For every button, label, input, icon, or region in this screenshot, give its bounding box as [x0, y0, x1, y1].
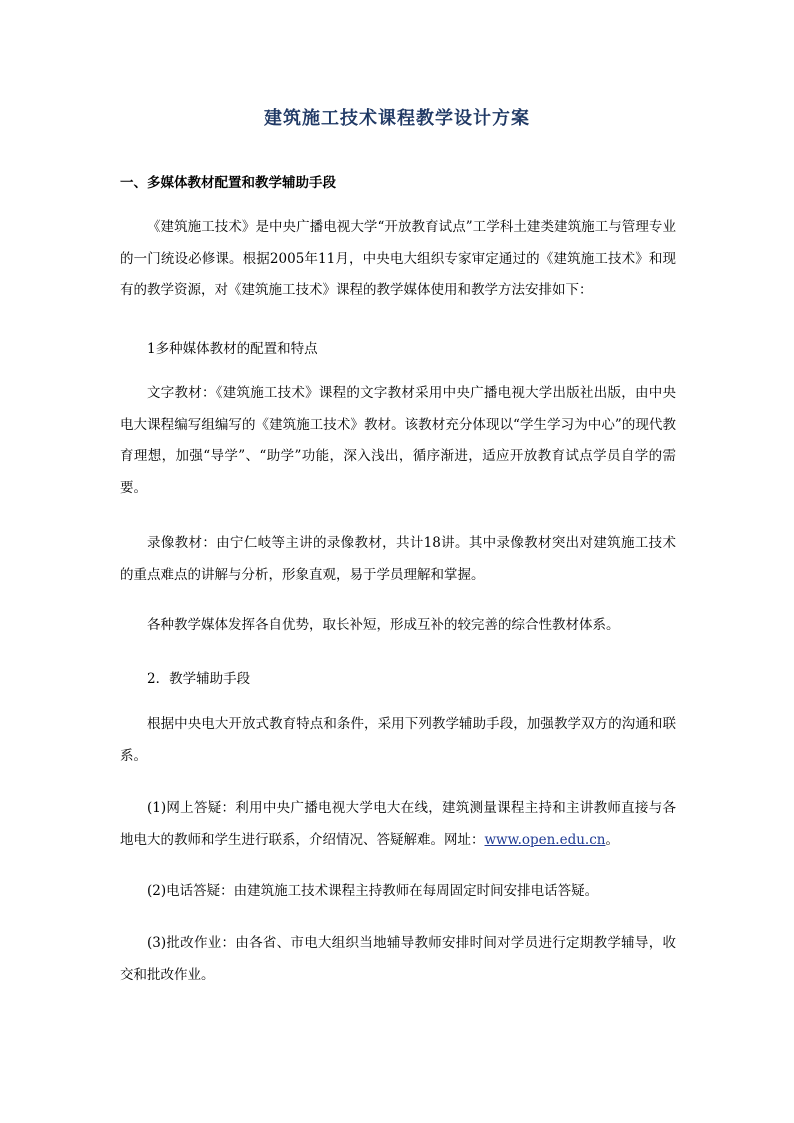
text-material-paragraph: 文字教材：《建筑施工技术》课程的文字教材采用中央广播电视大学出版社出版，由中央电大课程编写组编写的《建筑施工技术》教材。该教材充分体现以“学生学习为中心”的现代教育理想，加强“导学”、“助学”功能，深入浅出，循序渐进，适应开放教育试点学员自学的需要。 [120, 385, 676, 496]
website-link[interactable]: www.open.edu.cn [484, 831, 606, 848]
phone-qa-paragraph: (2)电话答疑：由建筑施工技术课程主持教师在每周固定时间安排电话答疑。 [147, 883, 599, 899]
document-title: 建筑施工技术课程教学设计方案 [264, 108, 530, 129]
online-qa-end: 。 [605, 831, 619, 848]
intro-paragraph: 《建筑施工技术》是中央广播电视大学“开放教育试点”工学科土建类建筑施工与管理专业的一门统设必修课。根据2005年11月，中央电大组织专家审定通过的《建筑施工技术》和现有的教学资源，对《建筑施工技术》课程的教学媒体使用和教学方法安排如下： [120, 219, 676, 298]
section-heading: 一、多媒体教材配置和教学辅助手段 [120, 175, 336, 191]
online-qa-paragraph [120, 793, 676, 856]
online-qa-text: (1)网上答疑：利用中央广播电视大学电大在线，建筑测量课程主持和主讲教师直接与各地电大的教师和学生进行联系，介绍情况、答疑解难。网址： [120, 800, 676, 848]
video-material-paragraph: 录像教材：由宁仁岐等主讲的录像教材，共计18讲。其中录像教材突出对建筑施工技术的重点难点的讲解与分析，形象直观，易于学员理解和掌握。 [120, 535, 676, 583]
media-summary-paragraph: 各种教学媒体发挥各自优势，取长补短，形成互补的较完善的综合性教材体系。 [147, 617, 620, 633]
aux-intro-paragraph: 根据中央电大开放式教育特点和条件，采用下列教学辅助手段，加强教学双方的沟通和联系。 [120, 716, 676, 764]
subsection-heading-aux: 2．教学辅助手段 [147, 671, 251, 687]
homework-paragraph: (3)批改作业：由各省、市电大组织当地辅导教师安排时间对学员进行定期教学辅导，收交和批改作业。 [120, 935, 676, 983]
subsection-heading-media: 1多种媒体教材的配置和特点 [147, 341, 318, 357]
